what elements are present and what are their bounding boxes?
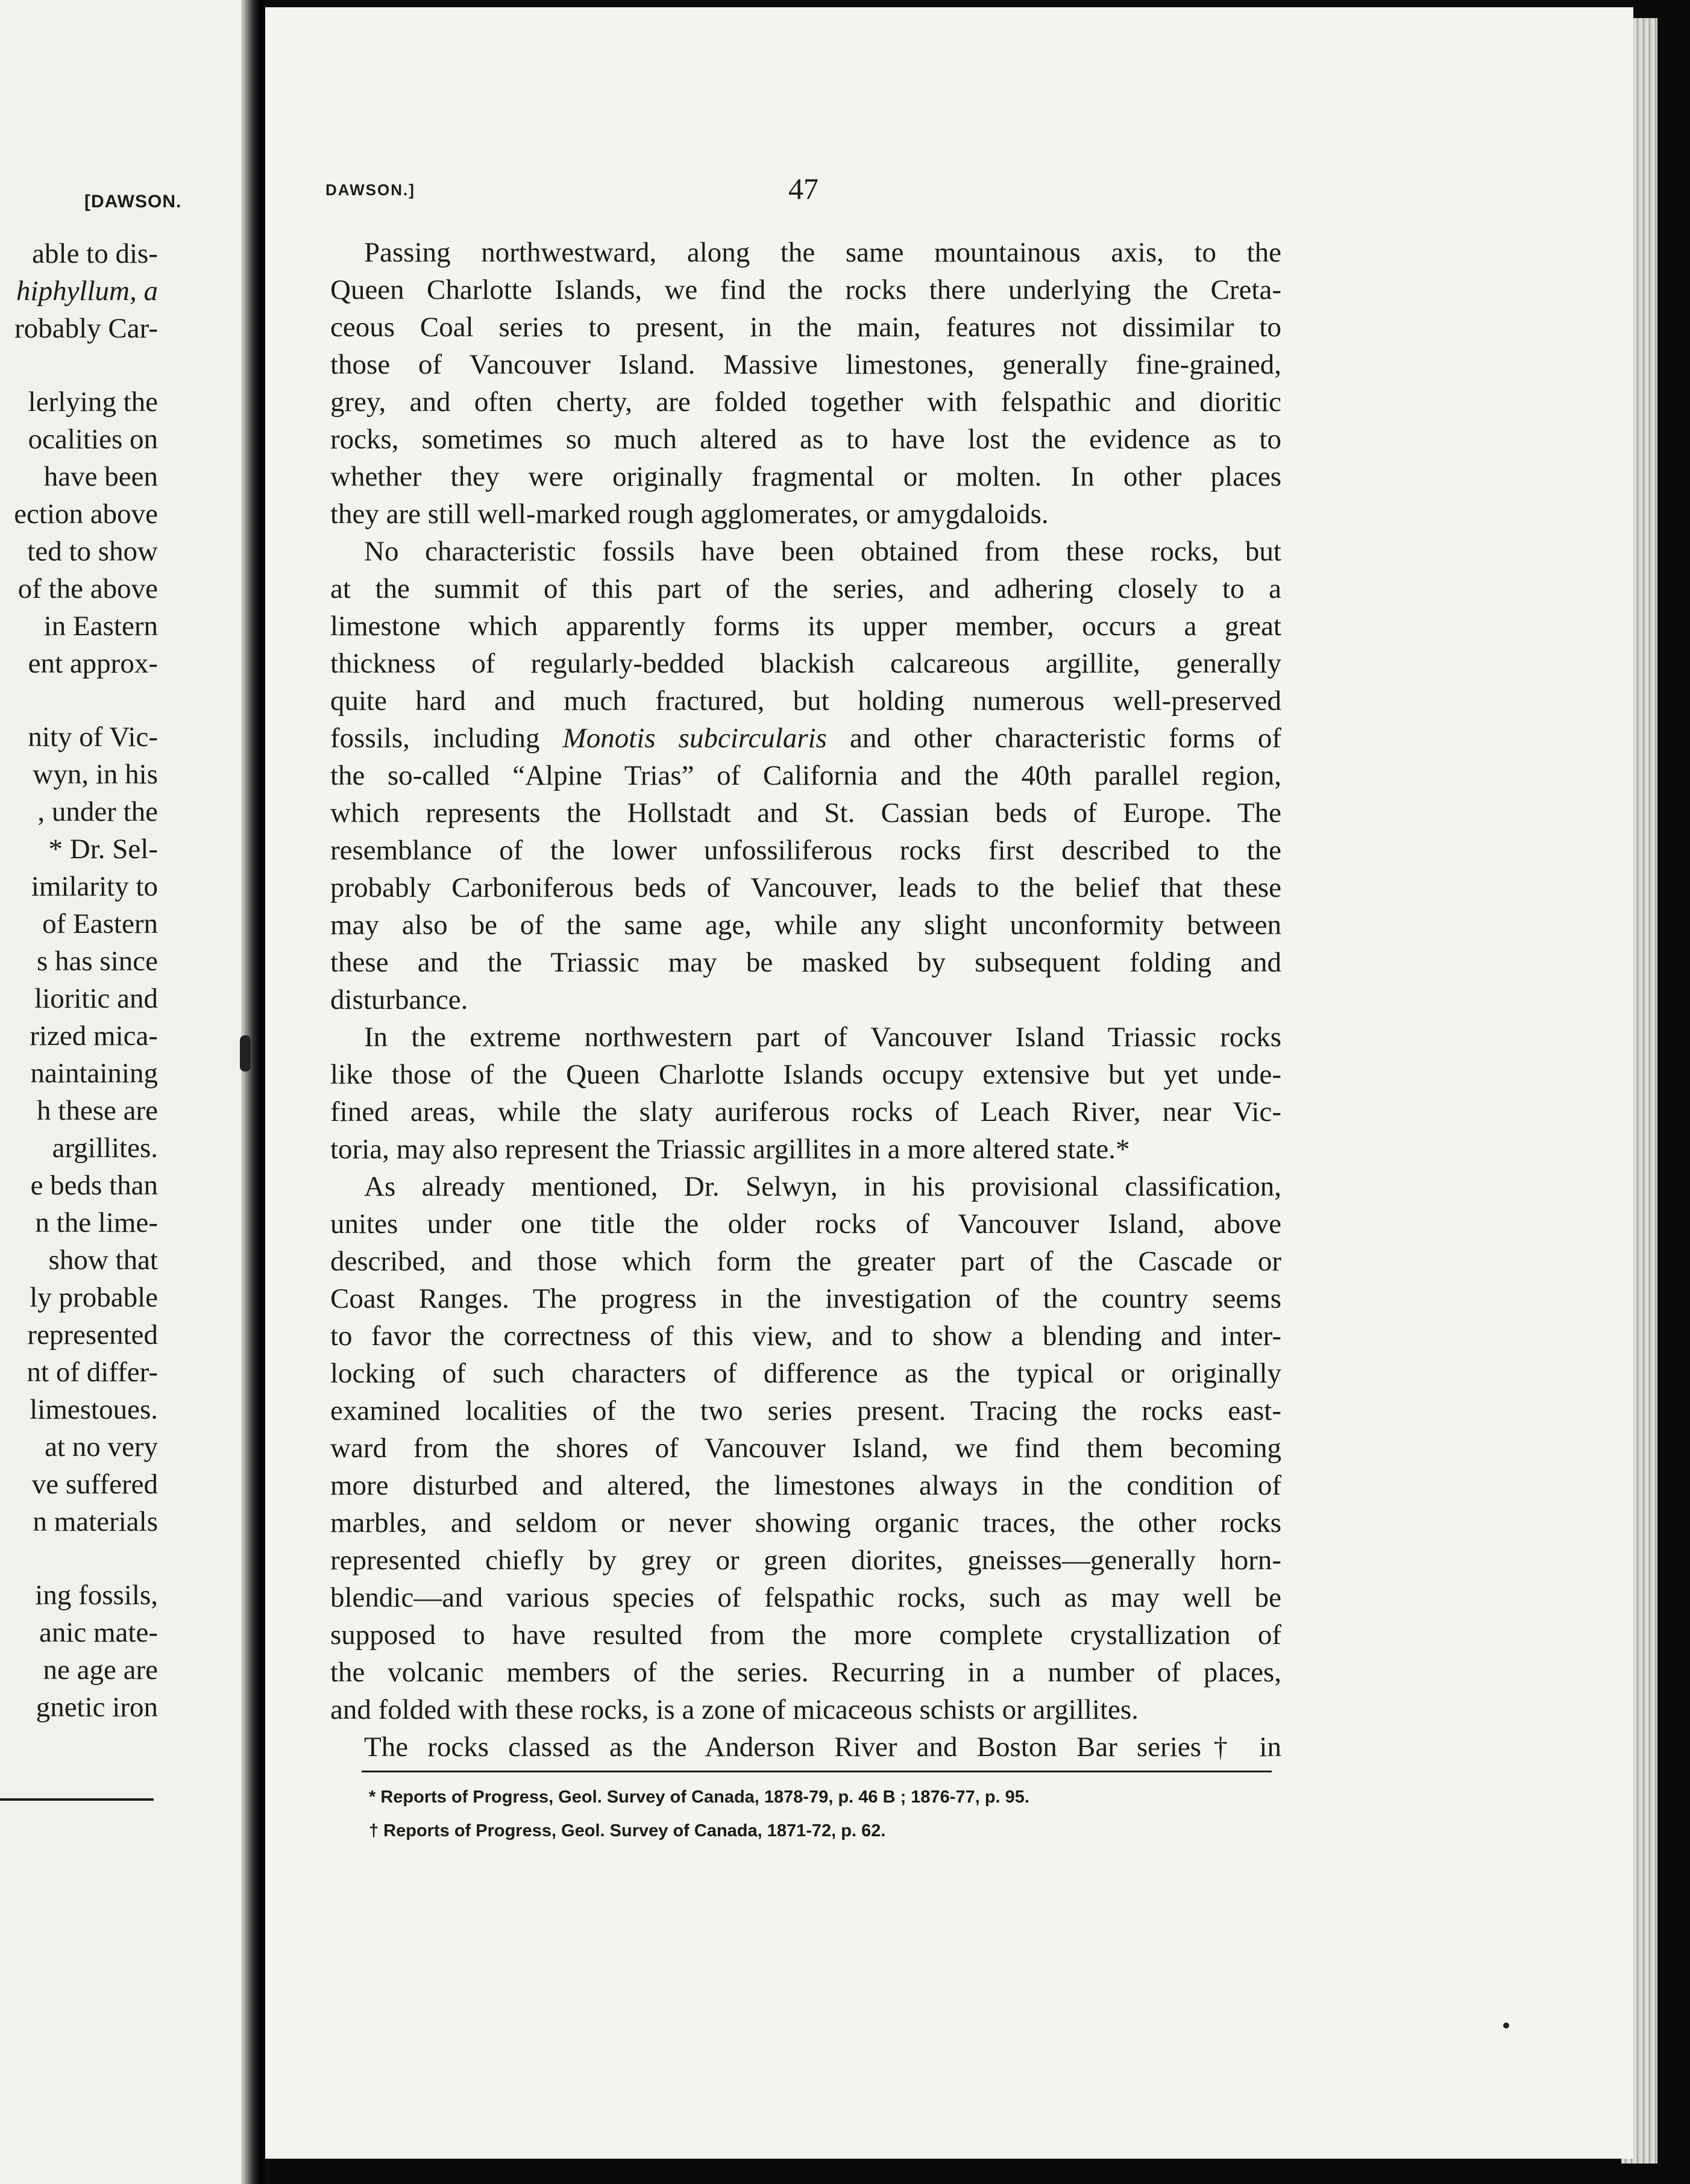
text-line: at the summit of this part of the series, and adhering closely to a [330,573,1281,604]
text-line: In the extreme northwestern part of Vancouver Island Triassic rocks [364,1021,1281,1053]
text-line: ceous Coal series to present, in the main, features not dissimilar to [330,312,1281,343]
text-line: locking of such characters of difference as the typical or originally [330,1358,1281,1389]
left-text-line [14,682,158,718]
text-line: more disturbed and altered, the limestones always in the condition of [330,1470,1281,1501]
text-line: represented chiefly by grey or green diorites, gneisses—generally horn- [330,1545,1281,1576]
left-text-line: ve suffered [31,1469,158,1500]
paragraph [330,1728,1281,1766]
left-text-line: argillites. [52,1132,158,1164]
left-text-line: ent approx- [28,648,158,679]
text-line: the volcanic members of the series. Recurring in a number of places, [330,1657,1281,1688]
footnote: † Reports of Progress, Geol. Survey of Canada, 1871-72, p. 62. [369,1821,886,1840]
text-line: quite hard and much fractured, but holding numerous well-preserved [330,685,1281,717]
left-footnote-rule [0,1798,154,1801]
left-text-line: of the above [17,573,158,604]
left-text-line: robably Car- [14,313,158,344]
left-facing-page [0,0,247,2184]
left-text-line: of Eastern [42,908,158,940]
text-line: probably Carboniferous beds of Vancouver, leads to the belief that these [330,872,1281,903]
left-text-line: lerlying the [28,386,158,418]
text-line: As already mentioned, Dr. Selwyn, in his provisional classification, [364,1171,1281,1202]
scan-speck [1503,2022,1509,2029]
left-text-line: gnetic iron [36,1692,158,1723]
scan-speck [240,1035,251,1072]
left-text-line: rized mica- [30,1020,158,1052]
text-line: toria, may also represent the Triassic argillites in a more altered state.* [330,1134,1130,1165]
left-text-line: limestoues. [30,1394,158,1425]
left-text-line: ocalities on [28,424,158,455]
paragraph [330,1018,1281,1168]
paragraph [330,1168,1281,1728]
text-fragment: fossils, including [330,723,540,754]
left-text-line: represented [27,1319,158,1351]
left-text-line: n materials [33,1506,158,1537]
left-text-line: ing fossils, [35,1580,158,1611]
left-text-line: s has since [36,946,158,977]
text-line: which represents the Hollstadt and St. Cassian beds of Europe. The [330,797,1281,829]
text-line: blendic—and various species of felspathic rocks, such as may well be [330,1582,1281,1613]
text-line: to favor the correctness of this view, and to show a blending and inter- [330,1320,1281,1352]
left-text-line: ted to show [27,536,158,567]
text-line: those of Vancouver Island. Massive limestones, generally fine-grained, [330,349,1281,380]
left-text-line: n the lime- [35,1207,158,1238]
text-line: described, and those which form the greater part of the Cascade or [330,1246,1281,1277]
left-text-line: ection above [14,498,158,530]
text-line: examined localities of the two series present. Tracing the rocks east- [330,1395,1281,1426]
left-text-line: hiphyllum, a [16,275,158,307]
body-text [330,234,1281,1766]
left-text-line: ne age are [43,1654,158,1686]
text-line: disturbance. [330,984,468,1015]
text-line: rocks, sometimes so much altered as to have lost the evidence as to [330,424,1281,455]
text-line: resemblance of the lower unfossiliferous rocks first described to the [330,835,1281,866]
text-line: limestone which apparently forms its upper member, occurs a great [330,610,1281,642]
left-text-line [14,1540,158,1577]
left-text-line: * Dr. Sel- [48,833,158,865]
left-text-line: h these are [37,1095,158,1126]
text-line: marbles, and seldom or never showing organic traces, the other rocks [330,1507,1281,1539]
left-running-head: [DAWSON. [84,192,182,212]
text-line: like those of the Queen Charlotte Islands occupy extensive but yet unde- [330,1059,1281,1090]
left-text-line: wyn, in his [33,759,158,790]
left-text-line: have been [43,461,158,492]
paragraph [330,234,1281,533]
text-line: and folded with these rocks, is a zone of micaceous schists or argillites. [330,1694,1139,1725]
text-line: ward from the shores of Vancouver Island, we find them becoming [330,1432,1281,1464]
footnotes [369,1780,1029,1848]
left-text-line [14,347,158,383]
footnote-rule [362,1771,1272,1772]
left-text-line: naintaining [30,1058,158,1089]
text-line: the so-called “Alpine Trias” of California and the 40th parallel region, [330,760,1281,791]
left-text-line: ly probable [30,1282,158,1313]
text-fragment: and other characteristic forms of [850,723,1281,754]
text-line: unites under one title the older rocks of Vancouver Island, above [330,1208,1281,1240]
paragraph [330,533,1281,1018]
text-line: thickness of regularly-bedded blackish calcareous argillite, generally [330,648,1281,679]
left-text-line: , under the [37,796,158,827]
running-head: DAWSON.] [325,181,415,199]
left-text-line: show that [48,1244,158,1276]
left-text-line: lioritic and [34,983,158,1014]
text-line: these and the Triassic may be masked by subsequent folding and [330,947,1281,978]
text-line: may also be of the same age, while any slight unconformity between [330,909,1281,941]
left-page-text [14,235,158,1726]
left-text-line: e beds than [30,1170,158,1201]
left-text-line: anic mate- [39,1617,158,1648]
text-line: fined areas, while the slaty auriferous rocks of Leach River, near Vic- [330,1096,1281,1128]
text-line: grey, and often cherty, are folded together with felspathic and dioritic [330,386,1281,418]
species-name: Monotis subcircularis [562,723,827,754]
left-text-line: imilarity to [31,871,158,902]
left-text-line: able to dis- [32,238,158,269]
left-text-line: nity of Vic- [28,721,158,753]
footnote: * Reports of Progress, Geol. Survey of Canada, 1878-79, p. 46 B ; 1876-77, p. 95. [369,1787,1029,1807]
text-line: The rocks classed as the Anderson River and Boston Bar series† in [364,1731,1281,1763]
text-line: supposed to have resulted from the more complete crystallization of [330,1619,1281,1651]
text-line: No characteristic fossils have been obtained from these rocks, but [364,536,1281,567]
page-number: 47 [788,172,818,206]
left-text-line: in Eastern [43,610,158,642]
left-text-line: nt of differ- [27,1357,158,1388]
text-line: Passing northwestward, along the same mountainous axis, to the [364,237,1281,268]
left-text-line: at no very [45,1431,158,1463]
text-line: Queen Charlotte Islands, we find the rocks there underlying the Creta- [330,274,1281,306]
text-line: Coast Ranges. The progress in the investigation of the country seems [330,1283,1281,1314]
text-line-with-species [330,720,1281,757]
text-line: they are still well-marked rough agglomerates, or amygdaloids. [330,498,1049,530]
text-line: whether they were originally fragmental or molten. In other places [330,461,1281,492]
